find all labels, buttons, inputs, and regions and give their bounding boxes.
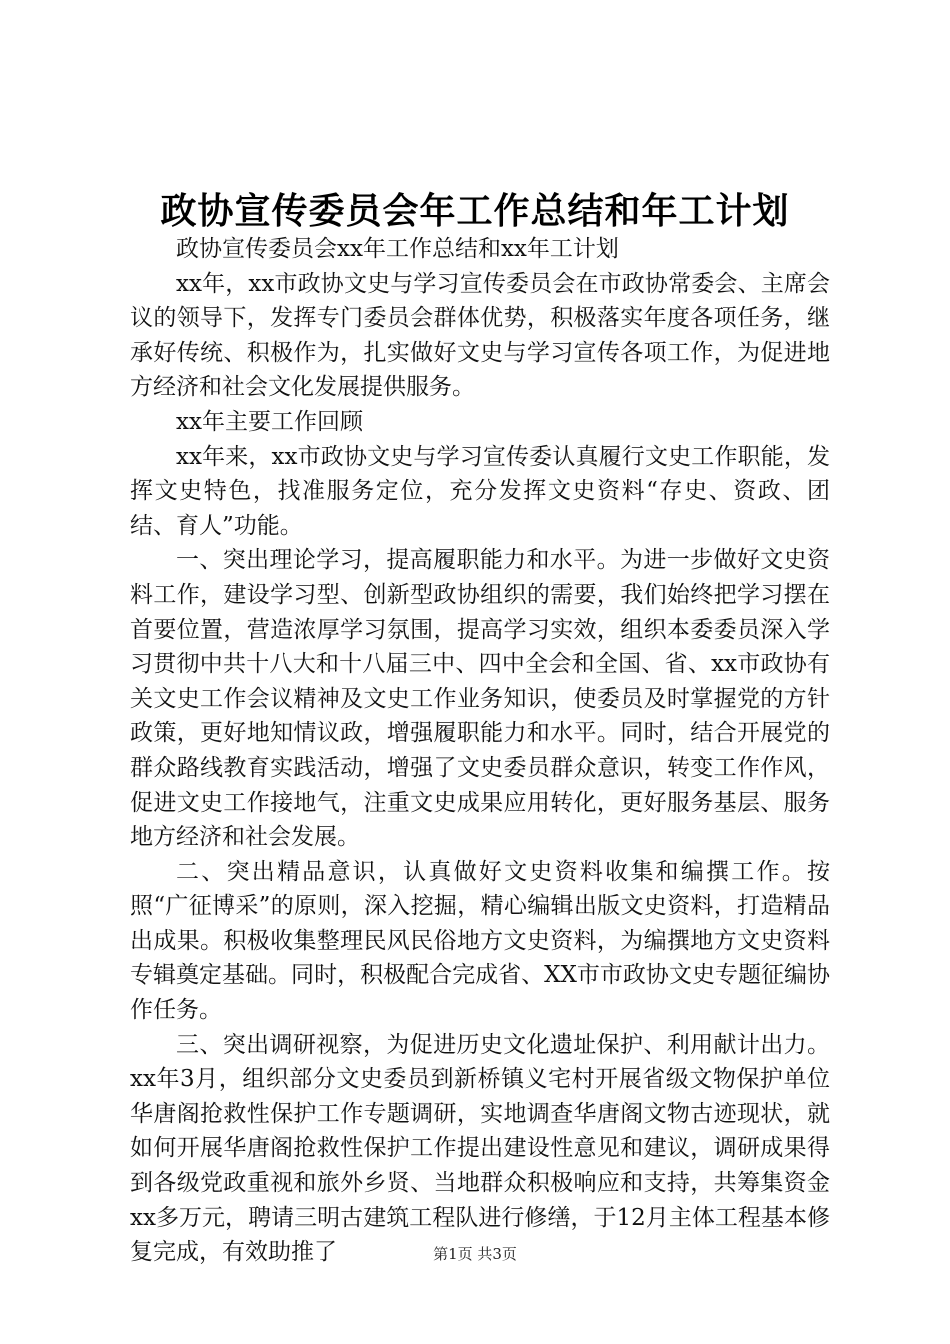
section-one-paragraph: 一、突出理论学习，提高履职能力和水平。为进一步做好文史资料工作，建设学习型、创新型政协组织的需要，我们始终把学习摆在首要位置，营造浓厚学习氛围，提高学习实效，组织本委委员深入学习贯彻中共十八大和十八届三中、四中全会和全国、省、xx市政协有关文史工作会议精神及文史工作业务知识，使委员及时掌握党的方针政策，更好地知情议政，增强履职能力和水平。同时，结合开展党的群众路线教育实践活动，增强了文史委员群众意识，转变工作作风，促进文史工作接地气，注重文史成果应用转化，更好服务基层、服务地方经济和社会发展。: [130, 547, 830, 851]
review-summary-paragraph: xx年来，xx市政协文史与学习宣传委认真履行文史工作职能，发挥文史特色，找准服务定位，充分发挥文史资料“存史、资政、团结、育人”功能。: [130, 443, 830, 539]
page-footer: 第1页 共3页: [433, 1245, 517, 1263]
document-body: [130, 232, 830, 1270]
section-heading-review: xx年主要工作回顾: [176, 408, 363, 435]
document-title: 政协宣传委员会年工作总结和年工计划: [160, 190, 790, 232]
subtitle-paragraph: 政协宣传委员会xx年工作总结和xx年工计划: [176, 236, 619, 262]
intro-paragraph: xx年，xx市政协文史与学习宣传委员会在市政协常委会、主席会议的领导下，发挥专门委员会群体优势，积极落实年度各项任务，继承好传统、积极作为，扎实做好文史与学习宣传各项工作，为促进地方经济和社会文化发展提供服务。: [130, 270, 830, 401]
section-three-paragraph: 三、突出调研视察，为促进历史文化遗址保护、利用献计出力。xx年3月，组织部分文史委员到新桥镇义宅村开展省级文物保护单位华唐阁抢救性保护工作专题调研，实地调查华唐阁文物古迹现状，就如何开展华唐阁抢救性保护工作提出建设性意见和建议，调研成果得到各级党政重视和旅外乡贤、当地群众积极响应和支持，共筹集资金xx多万元，聘请三明古建筑工程队进行修缮，于12月主体工程基本修复完成，有效助推了: [130, 1031, 830, 1266]
section-two-paragraph: 二、突出精品意识，认真做好文史资料收集和编撰工作。按照“广征博采”的原则，深入挖掘，精心编辑出版文史资料，打造精品出成果。积极收集整理民风民俗地方文史资料，为编撰地方文史资料专辑奠定基础。同时，积极配合完成省、XX市市政协文史专题征编协作任务。: [130, 858, 830, 1024]
